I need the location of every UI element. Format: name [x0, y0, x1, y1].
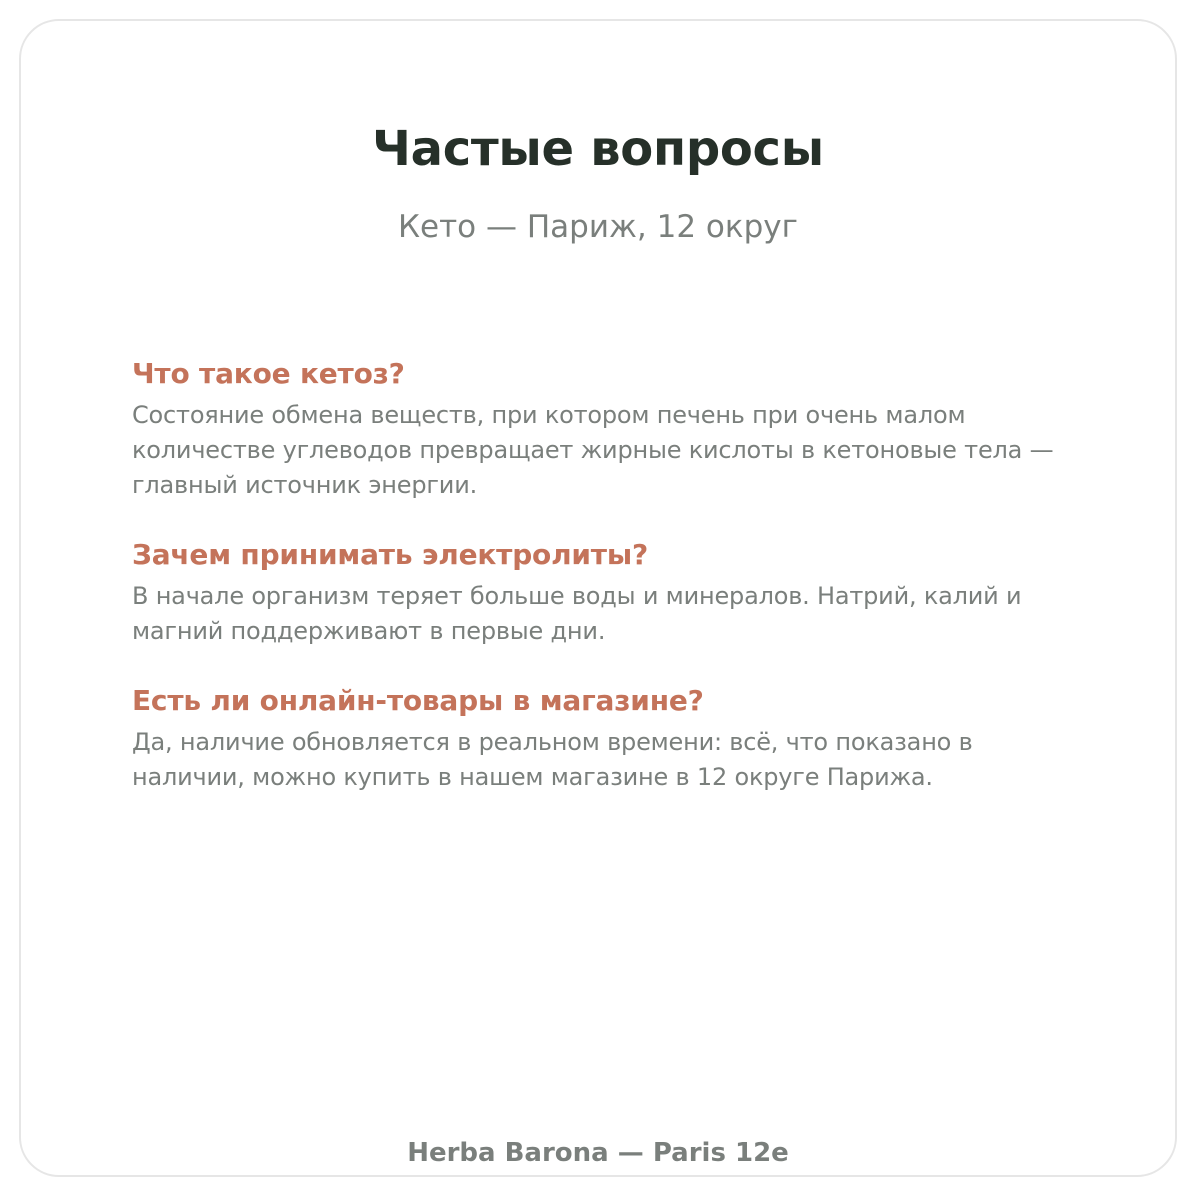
- faq-question: Зачем принимать электролиты?: [132, 538, 648, 571]
- faq-card: [19, 19, 1177, 1177]
- faq-list: [132, 354, 1092, 827]
- faq-item-online-products: [132, 681, 1092, 795]
- footer-brand: Herba Barona — Paris 12e: [407, 1138, 789, 1168]
- faq-question: Что такое кетоз?: [132, 357, 405, 390]
- faq-answer: Да, наличие обновляется в реальном времени: всё, что показано в наличии, можно купить в нашем магазине в 12 округе Парижа.: [132, 728, 973, 791]
- faq-question: Есть ли онлайн-товары в магазине?: [132, 684, 704, 717]
- faq-item-ketosis: [132, 354, 1092, 503]
- faq-item-electrolytes: [132, 535, 1092, 649]
- page-subtitle: Кето — Париж, 12 округ: [398, 209, 798, 245]
- faq-answer: Состояние обмена веществ, при котором печень при очень малом количестве углеводов превращает жирные кислоты в кетоновые тела — главный источник энергии.: [132, 401, 1054, 499]
- faq-answer: В начале организм теряет больше воды и минералов. Натрий, калий и магний поддерживают в первые дни.: [132, 582, 1022, 645]
- page-title: Частые вопросы: [372, 121, 824, 177]
